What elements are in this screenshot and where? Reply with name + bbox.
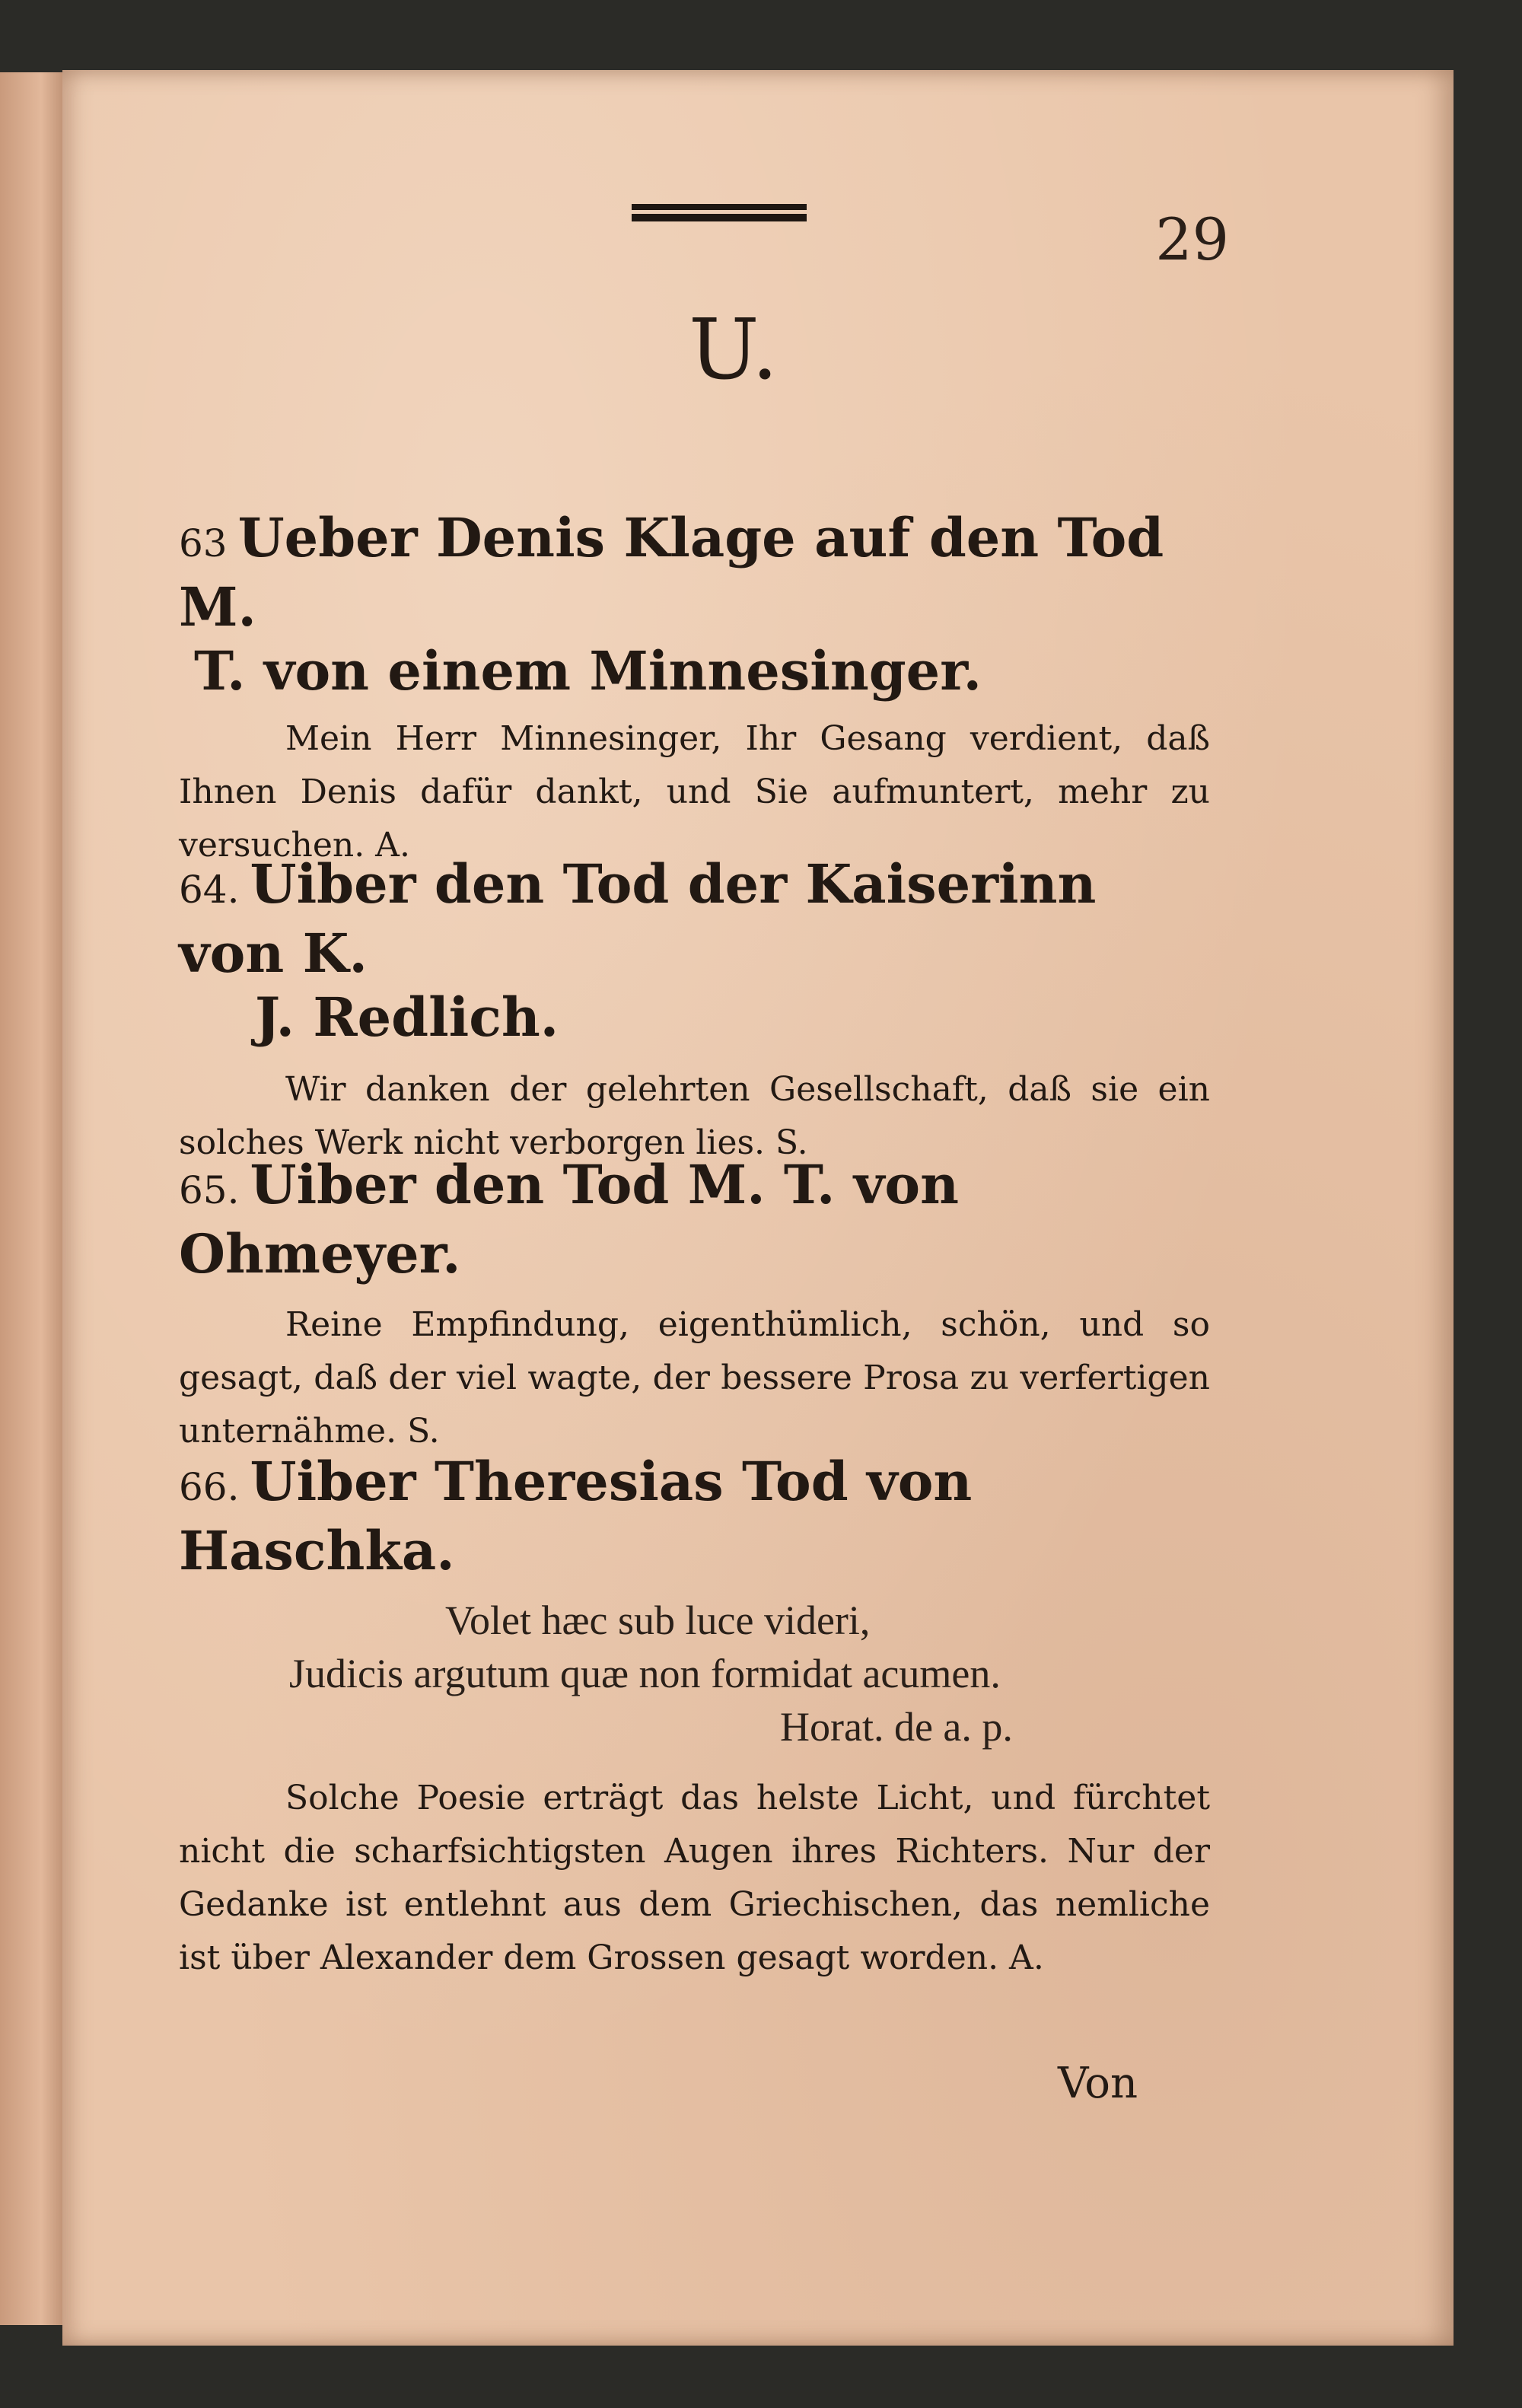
section-heading: U. [689, 301, 779, 398]
entry-body: Reine Empfindung, eigenthümlich, schön, und so gesagt, daß der viel wagte, der bessere Prosa zu verfertigen unternähme. S. [179, 1305, 1210, 1451]
entry-title-line1: Uiber Theresias Tod von Haschka. [179, 1450, 973, 1582]
entry-heading [179, 1153, 1210, 1286]
entry-title-line1: Ueber Denis Klage auf den Tod M. [179, 506, 1164, 639]
entry-title-line2: T. von einem Minnesinger. [194, 639, 982, 702]
entry-body: Wir danken der gelehrten Gesellschaft, daß sie ein solches Werk nicht verborgen lies. S. [179, 1070, 1210, 1162]
entry-body: Mein Herr Minnesinger, Ihr Gesang verdient, daß Ihnen Denis dafür dankt, und Sie aufmuntert, mehr zu versuchen. A. [179, 719, 1210, 865]
quote-source: Horat. de a. p. [780, 1704, 1013, 1750]
entry-number: 63 [179, 521, 228, 565]
entry-63 [179, 506, 1210, 872]
latin-quote-line1: Volet hæc sub luce videri, [445, 1597, 871, 1643]
entry-title-line1: Uiber den Tod der Kaiserinn von K. [179, 852, 1097, 985]
page-number: 29 [1155, 205, 1229, 273]
latin-quote-line2: Judicis argutum quæ non formidat acumen. [289, 1651, 1001, 1696]
entry-heading [179, 1450, 1210, 1583]
entry-66 [179, 1450, 1210, 1985]
entry-body: Solche Poesie erträgt das helste Licht, und fürchtet nicht die scharfsichtigsten Augen ihres Richters. Nur der Gedanke ist entlehnt aus dem Griechischen, das nemliche ist über Alexander dem Grossen gesagt worden. A. [179, 1779, 1210, 1977]
entry-heading [179, 852, 1210, 986]
entry-number: 65. [179, 1168, 240, 1212]
header-rule-ornament [632, 204, 807, 230]
catchword: Von [1058, 2059, 1138, 2108]
adjacent-page-edge [0, 72, 68, 2325]
entry-heading [179, 506, 1210, 639]
entry-title-line1: Uiber den Tod M. T. von Ohmeyer. [179, 1153, 959, 1285]
entry-65 [179, 1153, 1210, 1458]
entry-number: 66. [179, 1465, 240, 1509]
entry-64 [179, 852, 1210, 1170]
entry-title-line2: J. Redlich. [255, 986, 559, 1049]
entry-number: 64. [179, 868, 240, 912]
